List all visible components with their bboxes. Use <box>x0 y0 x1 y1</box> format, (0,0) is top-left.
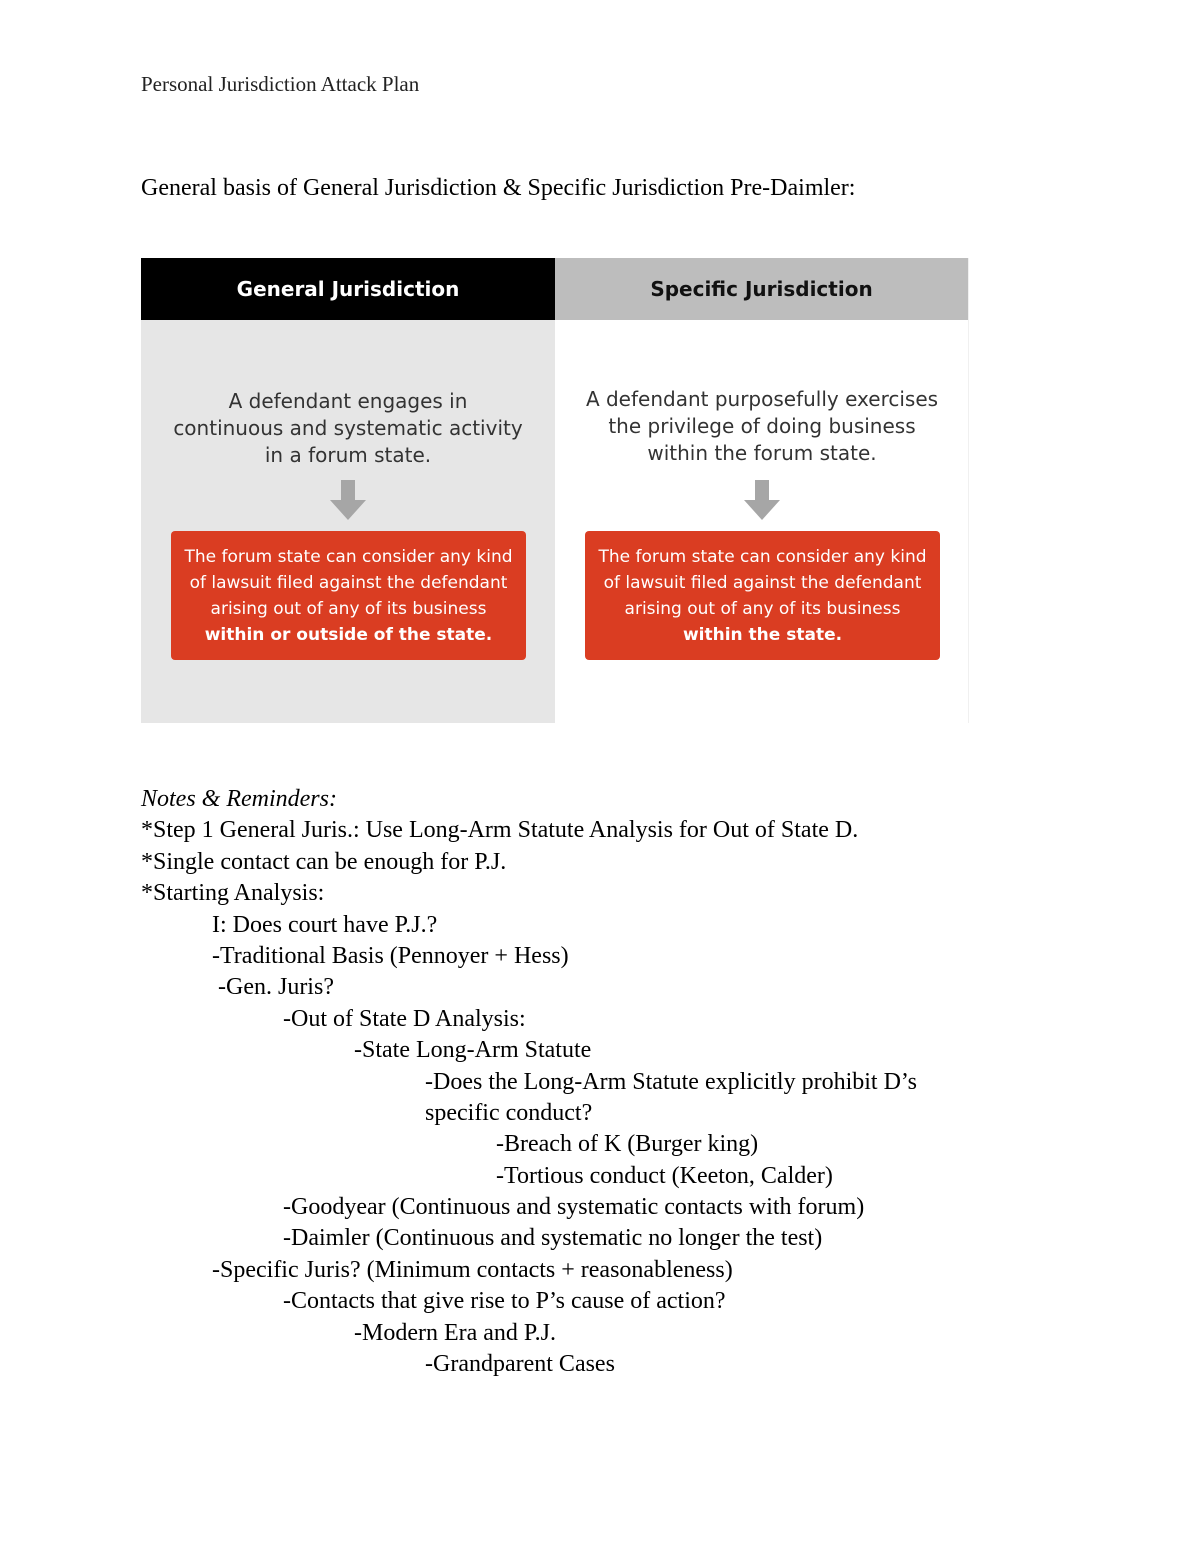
result-emphasis: within the state. <box>682 625 843 645</box>
down-arrow-icon <box>744 480 780 520</box>
general-jurisdiction-result <box>171 531 526 660</box>
note-line: -Does the Long-Arm Statute explicitly prohibit D’s <box>425 1068 917 1095</box>
note-line: -Gen. Juris? <box>212 974 334 1001</box>
general-jurisdiction-column <box>141 258 555 723</box>
specific-jurisdiction-column <box>555 258 969 723</box>
note-line: *Step 1 General Juris.: Use Long-Arm Statute Analysis for Out of State D. <box>141 817 859 844</box>
specific-jurisdiction-result <box>585 531 940 660</box>
jurisdiction-comparison-diagram <box>141 258 969 723</box>
result-line: arising out of any of its business <box>210 599 487 619</box>
general-jurisdiction-title: General Jurisdiction <box>141 258 555 320</box>
note-line: -Daimler (Continuous and systematic no longer the test) <box>283 1225 823 1252</box>
note-line: -State Long-Arm Statute <box>354 1037 592 1064</box>
result-line: The forum state can consider any kind <box>598 547 927 567</box>
result-emphasis: within or outside of the state. <box>204 625 493 645</box>
result-line: The forum state can consider any kind <box>184 547 513 567</box>
note-line: -Tortious conduct (Keeton, Calder) <box>496 1162 833 1189</box>
section-heading: General basis of General Jurisdiction & Specific Jurisdiction Pre-Daimler: <box>141 175 856 201</box>
note-line: -Specific Juris? (Minimum contacts + reasonableness) <box>212 1256 733 1283</box>
notes-list <box>141 815 917 1380</box>
general-jurisdiction-description: A defendant engages in continuous and systematic activity in a forum state. <box>173 389 523 467</box>
note-line: *Starting Analysis: <box>141 880 325 907</box>
note-line: -Traditional Basis (Pennoyer + Hess) <box>212 942 569 969</box>
result-line: of lawsuit filed against the defendant <box>603 573 922 593</box>
specific-jurisdiction-description: A defendant purposefully exercises the privilege of doing business within the forum state. <box>585 387 939 465</box>
notes-title: Notes & Reminders: <box>141 786 337 812</box>
note-line: -Grandparent Cases <box>425 1351 615 1378</box>
note-line: I: Does court have P.J.? <box>212 911 438 938</box>
note-line: -Out of State D Analysis: <box>283 1005 526 1032</box>
note-line: -Goodyear (Continuous and systematic contacts with forum) <box>283 1194 865 1221</box>
notes-section <box>141 784 917 1380</box>
note-line: -Breach of K (Burger king) <box>496 1131 759 1158</box>
document-header: Personal Jurisdiction Attack Plan <box>141 72 420 96</box>
note-line: *Single contact can be enough for P.J. <box>141 848 507 875</box>
result-line: of lawsuit filed against the defendant <box>189 573 508 593</box>
note-line: -Modern Era and P.J. <box>354 1319 556 1346</box>
note-line: specific conduct? <box>425 1099 593 1126</box>
specific-jurisdiction-title: Specific Jurisdiction <box>555 258 968 320</box>
note-line: -Contacts that give rise to P’s cause of action? <box>283 1288 726 1315</box>
result-line: arising out of any of its business <box>624 599 901 619</box>
down-arrow-icon <box>330 480 366 520</box>
